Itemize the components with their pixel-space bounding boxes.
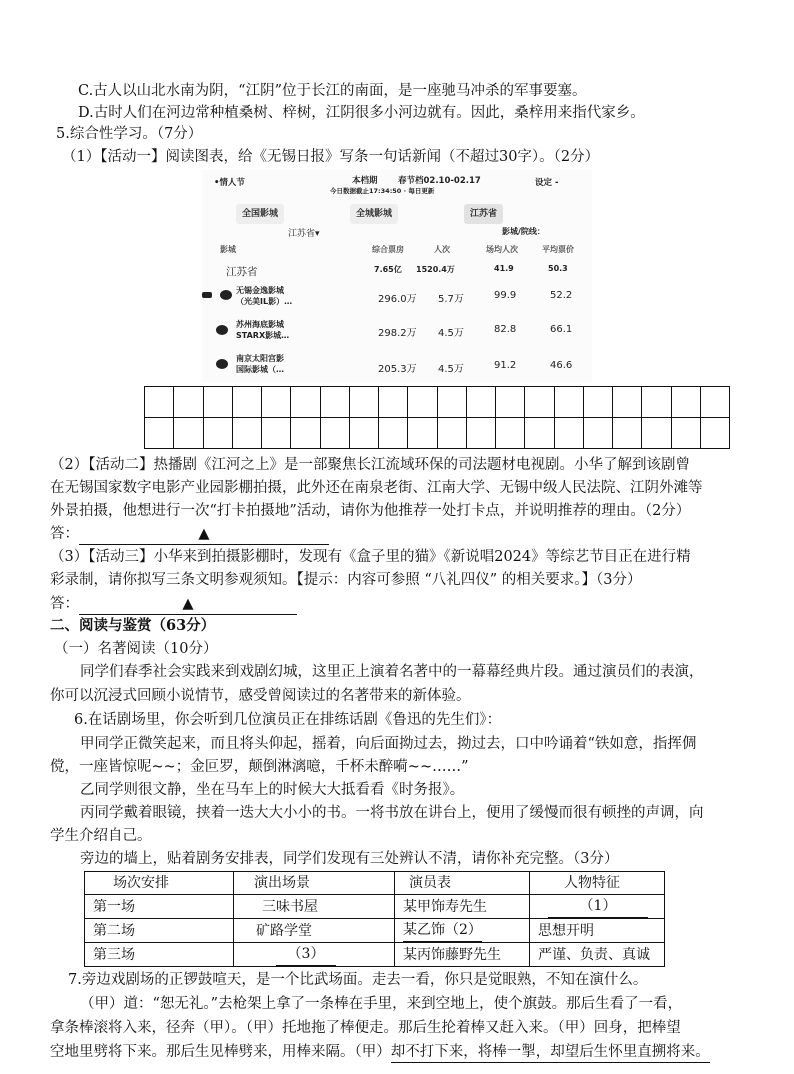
intro-line2: 你可以沉浸式回顾小说情节，感受曾阅读过的名著带来的新体验。 bbox=[50, 688, 471, 704]
table-cell: 第二场 bbox=[85, 919, 234, 943]
shot-row-name2: 国际影城（… bbox=[236, 365, 284, 374]
q6-line-f: 旁边的墙上，贴着剧务安排表，同学们发现有三处辨认不清，请你补充完整。（3分） bbox=[80, 851, 619, 867]
shot-tab-city: 全城影城 bbox=[350, 204, 398, 224]
table-cell-blank[interactable] bbox=[530, 895, 665, 919]
question-5-3-line2: 彩录制，请你拟写三条文明参观须知。【提示：内容可参照 “八礼四仪” 的相关要求。】（3分） bbox=[50, 572, 642, 588]
shot-row-people: 4.5万 bbox=[438, 364, 464, 375]
table-header: 演出场景 bbox=[234, 872, 395, 895]
answer-blank[interactable] bbox=[79, 594, 297, 615]
answer-mark: ▲ bbox=[198, 526, 210, 542]
shot-col-price: 平均票价 bbox=[542, 245, 574, 254]
table-cell: 三味书屋 bbox=[234, 895, 395, 919]
shot-province-price: 50.3 bbox=[548, 264, 568, 273]
q7-line-a: （甲）道：“恕无礼。”去枪架上拿了一条棒在手里，来到空地上，使个旗鼓。那后生看了一看， bbox=[80, 996, 683, 1012]
shot-header-sub: 今日数据截止17:34:50 · 每日更新 bbox=[330, 187, 435, 195]
option-c: C.古人以山北水南为阴，“江阴”位于长江的南面，是一座驰马冲杀的军事要塞。 bbox=[78, 83, 587, 99]
q7-underlined-text: 却不打下来，将棒一掣，却望后生怀里直搠将来。 bbox=[391, 1042, 710, 1063]
table-cell: 矿路学堂 bbox=[234, 919, 395, 943]
section-2-title: 二、阅读与鉴赏（63分） bbox=[50, 617, 216, 634]
shot-tab-province: 江苏省 bbox=[464, 204, 503, 224]
blank-3[interactable]: （3） bbox=[276, 943, 336, 966]
blank-2[interactable]: 某乙饰（2） bbox=[403, 919, 482, 942]
answer-grid[interactable] bbox=[144, 386, 730, 449]
answer-line-5-3[interactable] bbox=[50, 594, 297, 615]
shot-row-name1: 南京太阳宫影 bbox=[236, 354, 284, 363]
table-header: 演员表 bbox=[395, 872, 530, 895]
shot-province-people: 1520.4万 bbox=[416, 265, 455, 274]
table-cell: 第三场 bbox=[85, 943, 234, 967]
shot-row-total: 298.2万 bbox=[378, 328, 417, 339]
q7-line-c bbox=[50, 1042, 710, 1063]
rank-1-icon bbox=[202, 292, 212, 298]
q7-line-b: 拿条棒滚将入来，径奔（甲）。（甲）托地拖了棒便走。那后生抡着棒又赶入来。（甲）回身，把棒望 bbox=[50, 1020, 681, 1036]
question-5-2-line2: 在无锡国家数字电影产业园影棚拍摄，此外还在南泉老街、江南大学、无锡中级人民法院、江阴外滩等 bbox=[50, 480, 703, 496]
shot-row-avg: 99.9 bbox=[494, 290, 517, 301]
answer-line-5-2[interactable] bbox=[50, 524, 329, 545]
shot-row-price: 52.2 bbox=[550, 290, 573, 301]
table-cell: 某甲饰寿先生 bbox=[395, 895, 530, 919]
shot-row-name1: 无锡金逸影城 bbox=[236, 286, 284, 295]
shot-row-price: 66.1 bbox=[550, 324, 573, 335]
table-cell: 思想开明 bbox=[530, 919, 665, 943]
table-cell: 严谨、负责、真诚 bbox=[530, 943, 665, 967]
q6-line-b: 傥，一座皆惊呢~~；金叵罗，颠倒淋漓噫，千杯未醉嗬~~……” bbox=[50, 759, 469, 775]
shot-header-mid2: 春节档02.10-02.17 bbox=[398, 176, 481, 186]
answer-blank[interactable] bbox=[79, 524, 329, 545]
q6-line-e: 学生介绍自己。 bbox=[50, 828, 152, 844]
shot-province-total: 7.65亿 bbox=[374, 265, 402, 274]
q6-line-a: 甲同学正微笑起来，而且将头仰起，摇着，向后面拗过去，拗过去，口中吟诵着“铁如意，指挥倜 bbox=[80, 736, 697, 752]
shot-row-name2: STARX影城… bbox=[236, 331, 290, 340]
question-5-2-line1: （2）【活动二】热播剧《江河之上》是一部聚焦长江流域环保的司法题材电视剧。小华了解到该剧曾 bbox=[50, 457, 690, 473]
cinema-logo-icon bbox=[216, 359, 228, 369]
shot-row-total: 205.3万 bbox=[378, 364, 417, 375]
question-5-3-line1: （3）【活动三】小华来到拍摄影棚时，发现有《盒子里的猫》《新说唱2024》等综艺节目正在进行精 bbox=[50, 549, 691, 565]
q7-line-c-plain: 空地里劈将下来。那后生见棒劈来，用棒来隔。（甲） bbox=[50, 1044, 391, 1060]
role-table bbox=[84, 871, 665, 967]
blank-1[interactable]: （1） bbox=[548, 895, 648, 918]
shot-row-name2: （光美IL影）… bbox=[236, 297, 293, 306]
cinema-logo-icon bbox=[216, 325, 228, 335]
shot-col-avg: 场均人次 bbox=[486, 245, 518, 254]
question-5-2-line3: 外景拍摄，他想进行一次“打卡拍摄地”活动，请你为他推荐一处打卡点，并说明推荐的理由。（2分） bbox=[50, 503, 691, 519]
q6-line-c: 乙同学则很文静，坐在马车上的时候大大抵看看《时务报》。 bbox=[80, 782, 465, 798]
option-d: D.古时人们在河边常种植桑树、梓树，江阴很多小河边就有。因此，桑梓用来指代家乡。 bbox=[78, 105, 645, 121]
shot-row-total: 296.0万 bbox=[378, 294, 417, 305]
answer-mark: ▲ bbox=[182, 596, 194, 612]
shot-col-cinema: 影城 bbox=[220, 245, 236, 254]
table-row bbox=[85, 943, 665, 967]
shot-row-price: 46.6 bbox=[550, 360, 573, 371]
shot-header-mid1: 本档期 bbox=[352, 176, 378, 186]
shot-row-name1: 苏州海底影城 bbox=[236, 320, 284, 329]
shot-col-people: 人次 bbox=[434, 245, 450, 254]
table-header: 场次安排 bbox=[85, 872, 234, 895]
table-cell: 某丙饰藤野先生 bbox=[395, 943, 530, 967]
shot-province-name: 江苏省 bbox=[226, 266, 258, 278]
shot-header-left: •情人节 bbox=[214, 178, 245, 188]
question-5-1: （1）【活动一】阅读图表，给《无锡日报》写条一句话新闻（不超过30字）。（2分） bbox=[62, 149, 600, 165]
shot-tab-national: 全国影城 bbox=[236, 204, 284, 224]
box-office-screenshot bbox=[202, 170, 592, 382]
question-5-title: 5.综合性学习。（7分） bbox=[56, 126, 203, 142]
section-2-1-title: （一）名著阅读（10分） bbox=[54, 641, 218, 657]
shot-province-avg: 41.9 bbox=[494, 264, 514, 273]
shot-row-avg: 91.2 bbox=[494, 360, 517, 371]
table-cell-blank[interactable] bbox=[234, 943, 395, 967]
table-header: 人物特征 bbox=[530, 872, 665, 895]
answer-label: 答： bbox=[50, 596, 79, 612]
table-row bbox=[85, 919, 665, 943]
shot-region-select: 江苏省▾ bbox=[288, 229, 320, 239]
shot-region-right: 影城/院线： bbox=[502, 227, 545, 236]
table-row bbox=[85, 895, 665, 919]
q6-line-d: 丙同学戴着眼镜，挟着一迭大大小小的书。一将书放在讲台上，便用了缓慢而很有顿挫的声调，向 bbox=[80, 805, 704, 821]
question-7: 7.旁边戏剧场的正锣鼓喧天，是一个比武场面。走去一看，你只是觉眼熟，不知在演什么。 bbox=[68, 972, 648, 988]
shot-row-people: 5.7万 bbox=[438, 294, 464, 305]
cinema-logo-icon bbox=[220, 290, 232, 300]
table-cell-blank[interactable] bbox=[395, 919, 530, 943]
answer-label: 答： bbox=[50, 526, 79, 542]
shot-row-people: 4.5万 bbox=[438, 328, 464, 339]
shot-header-right: 设定 - bbox=[535, 178, 559, 188]
question-6: 6.在话剧场里，你会听到几位演员正在排练话剧《鲁迅的先生们》： bbox=[74, 712, 502, 728]
shot-col-total: 综合票房 bbox=[372, 245, 404, 254]
table-header-row bbox=[85, 872, 665, 895]
table-cell: 第一场 bbox=[85, 895, 234, 919]
shot-row-avg: 82.8 bbox=[494, 324, 517, 335]
intro-line1: 同学们春季社会实践来到戏剧幻城，这里正上演着名著中的一幕幕经典片段。通过演员们的表演， bbox=[80, 664, 704, 680]
